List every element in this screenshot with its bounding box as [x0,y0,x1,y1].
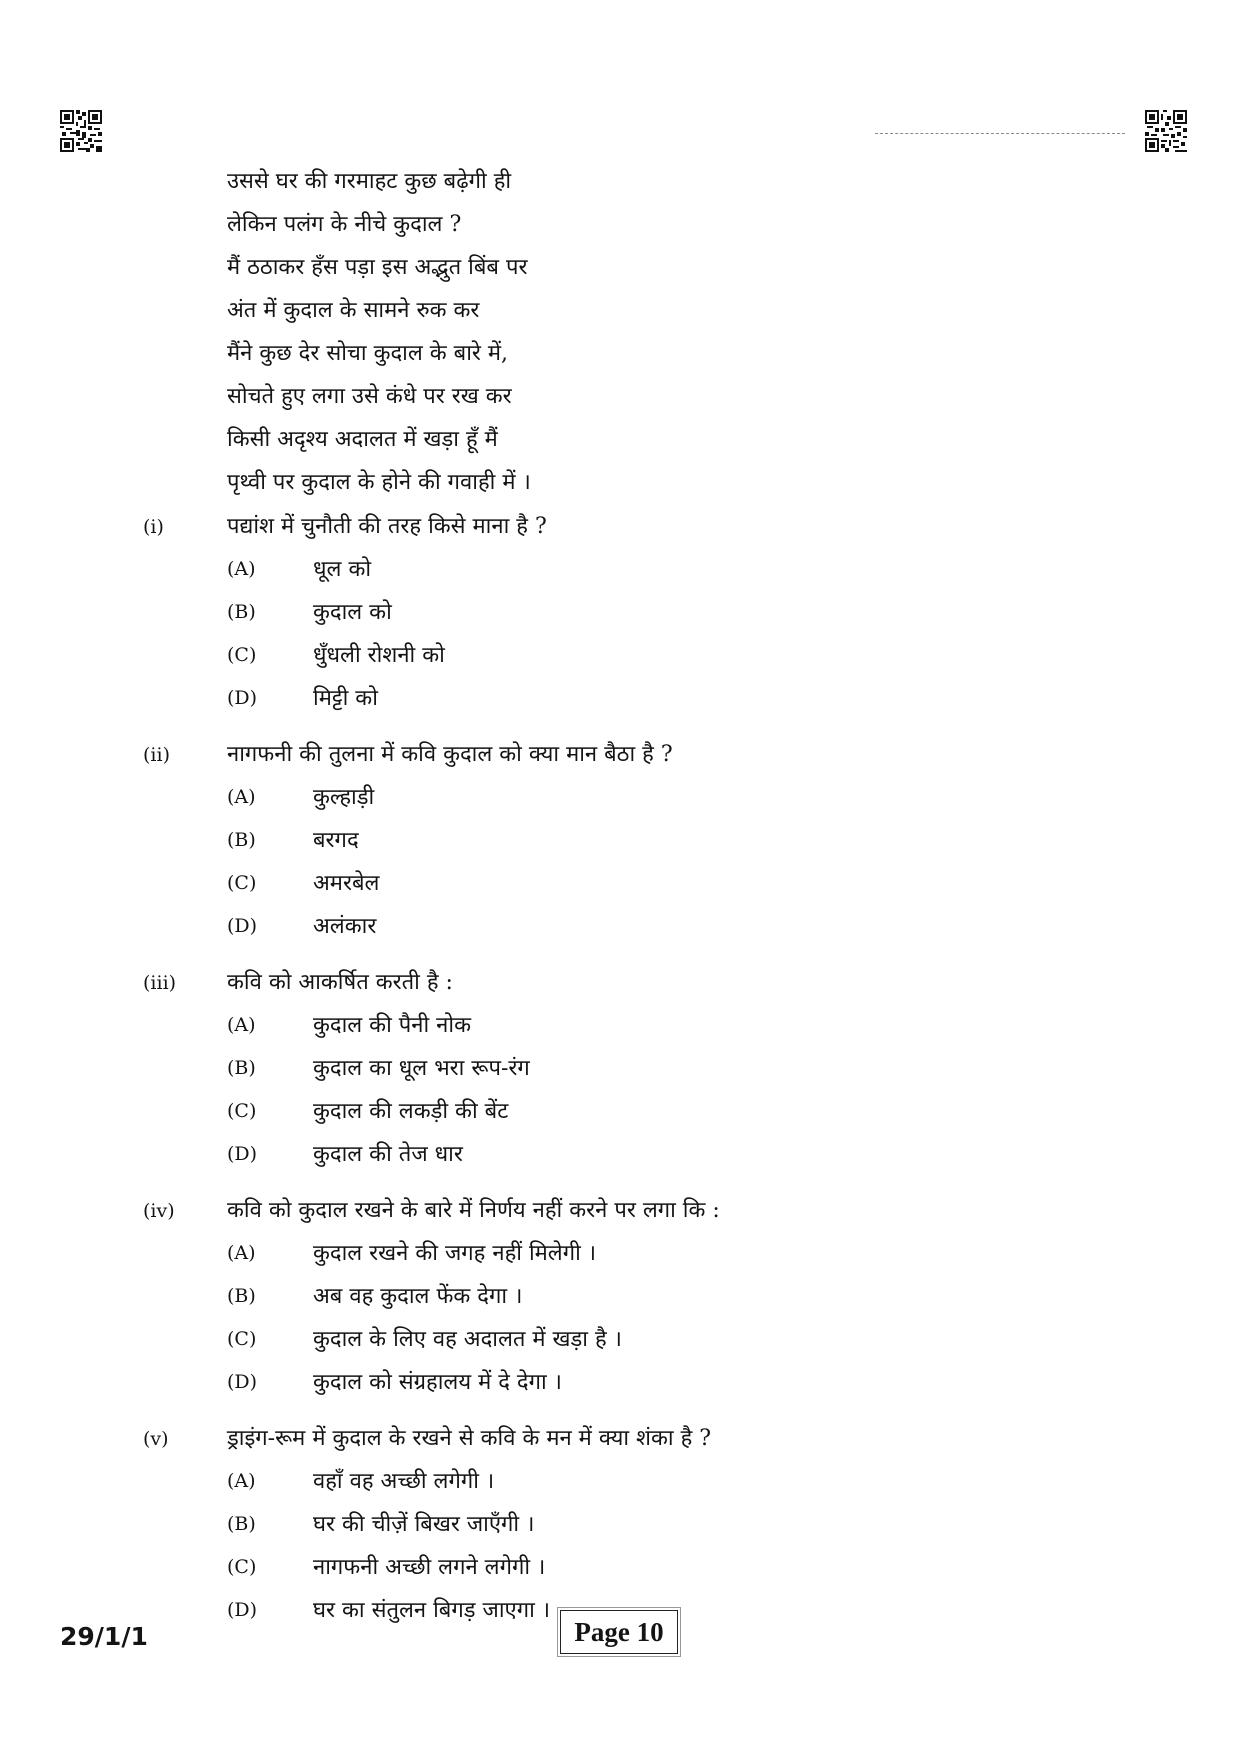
question-text: कवि को आकर्षित करती है : [227,970,453,995]
option-label: (D) [227,1143,258,1165]
option-text: कुदाल का धूल भरा रूप-रंग [313,1056,530,1081]
qr-code-left-icon [60,110,102,152]
question-number: (iii) [143,972,177,994]
poem-line: सोचते हुए लगा उसे कंधे पर रख कर [227,384,512,409]
question-5 [143,1418,1143,1632]
option-text: अमरबेल [313,871,380,896]
option-text: घर का संतुलन बिगड़ जाएगा । [313,1598,551,1623]
poem-line: पृथ्वी पर कुदाल के होने की गवाही में । [227,470,531,495]
header-divider [875,133,1125,134]
poem-line: किसी अदृश्य अदालत में खड़ा हूँ मैं [227,427,498,452]
option [143,1318,1143,1361]
option-label: (B) [227,601,256,623]
option-text: अब वह कुदाल फेंक देगा । [313,1284,523,1309]
question-stem [143,734,1143,776]
option-label: (D) [227,915,258,937]
option-label: (C) [227,1328,257,1350]
question-number: (ii) [143,744,170,766]
option-label: (A) [227,1014,256,1036]
option-text: कुदाल को संग्रहालय में दे देगा । [313,1370,563,1395]
option [143,591,1143,634]
option-text: कुदाल रखने की जगह नहीं मिलेगी । [313,1241,597,1266]
question-number: (i) [143,516,164,538]
question-stem [143,506,1143,548]
question-2 [143,734,1143,948]
qr-code-right-icon [1145,110,1187,152]
option-label: (A) [227,786,256,808]
page-number: Page 10 [560,1610,678,1654]
option-label: (C) [227,872,257,894]
option [143,677,1143,720]
option-label: (A) [227,1470,256,1492]
option-label: (C) [227,1100,257,1122]
question-stem [143,1418,1143,1460]
option-label: (D) [227,687,258,709]
poem-line: उससे घर की गरमाहट कुछ बढ़ेगी ही [227,169,512,194]
option-text: बरगद [313,828,359,853]
option-label: (B) [227,829,256,851]
option-text: मिट्टी को [313,686,378,711]
option-text: कुदाल को [313,600,392,625]
question-list [143,506,1143,1646]
option-text: कुदाल की लकड़ी की बेंट [313,1099,509,1124]
paper-code: 29/1/1 [60,1622,148,1651]
poem-line: लेकिन पलंग के नीचे कुदाल ? [227,212,462,237]
option [143,1133,1143,1176]
option [143,1004,1143,1047]
option [143,1275,1143,1318]
option-text: नागफनी अच्छी लगने लगेगी । [313,1555,546,1580]
option [143,634,1143,677]
option [143,1546,1143,1589]
option-label: (B) [227,1513,256,1535]
question-number: (iv) [143,1200,175,1222]
option [143,819,1143,862]
option [143,862,1143,905]
option [143,1047,1143,1090]
option [143,776,1143,819]
option-text: कुदाल के लिए वह अदालत में खड़ा है । [313,1327,623,1352]
option-label: (C) [227,1556,257,1578]
option [143,1361,1143,1404]
option-text: धुँधली रोशनी को [313,643,445,668]
question-stem [143,1190,1143,1232]
option-text: कुदाल की तेज धार [313,1142,463,1167]
question-stem [143,962,1143,1004]
option-label: (C) [227,644,257,666]
question-3 [143,962,1143,1176]
poem-line: मैं ठठाकर हँस पड़ा इस अद्भुत बिंब पर [227,255,528,280]
option [143,548,1143,591]
question-number: (v) [143,1428,169,1450]
option-label: (A) [227,558,256,580]
option [143,1232,1143,1275]
option-label: (D) [227,1371,258,1393]
option [143,1090,1143,1133]
option-label: (D) [227,1599,258,1621]
option-label: (B) [227,1057,256,1079]
option [143,1460,1143,1503]
option-label: (B) [227,1285,256,1307]
question-text: नागफनी की तुलना में कवि कुदाल को क्या मान बैठा है ? [227,742,673,767]
question-text: ड्राइंग-रूम में कुदाल के रखने से कवि के मन में क्या शंका है ? [227,1426,712,1451]
question-4 [143,1190,1143,1404]
question-1 [143,506,1143,720]
option [143,905,1143,948]
option [143,1503,1143,1546]
poem-line: अंत में कुदाल के सामने रुक कर [227,298,480,323]
option-text: धूल को [313,557,372,582]
option-text: वहाँ वह अच्छी लगेगी । [313,1469,495,1494]
poem-excerpt [227,160,531,504]
option-text: कुदाल की पैनी नोक [313,1013,471,1038]
question-text: कवि को कुदाल रखने के बारे में निर्णय नहीं करने पर लगा कि : [227,1198,720,1223]
option-label: (A) [227,1242,256,1264]
option-text: अलंकार [313,914,377,939]
option-text: कुल्हाड़ी [313,785,375,810]
poem-line: मैंने कुछ देर सोचा कुदाल के बारे में, [227,341,509,366]
option-text: घर की चीज़ें बिखर जाएँगी । [313,1512,535,1537]
question-text: पद्यांश में चुनौती की तरह किसे माना है ? [227,514,547,539]
